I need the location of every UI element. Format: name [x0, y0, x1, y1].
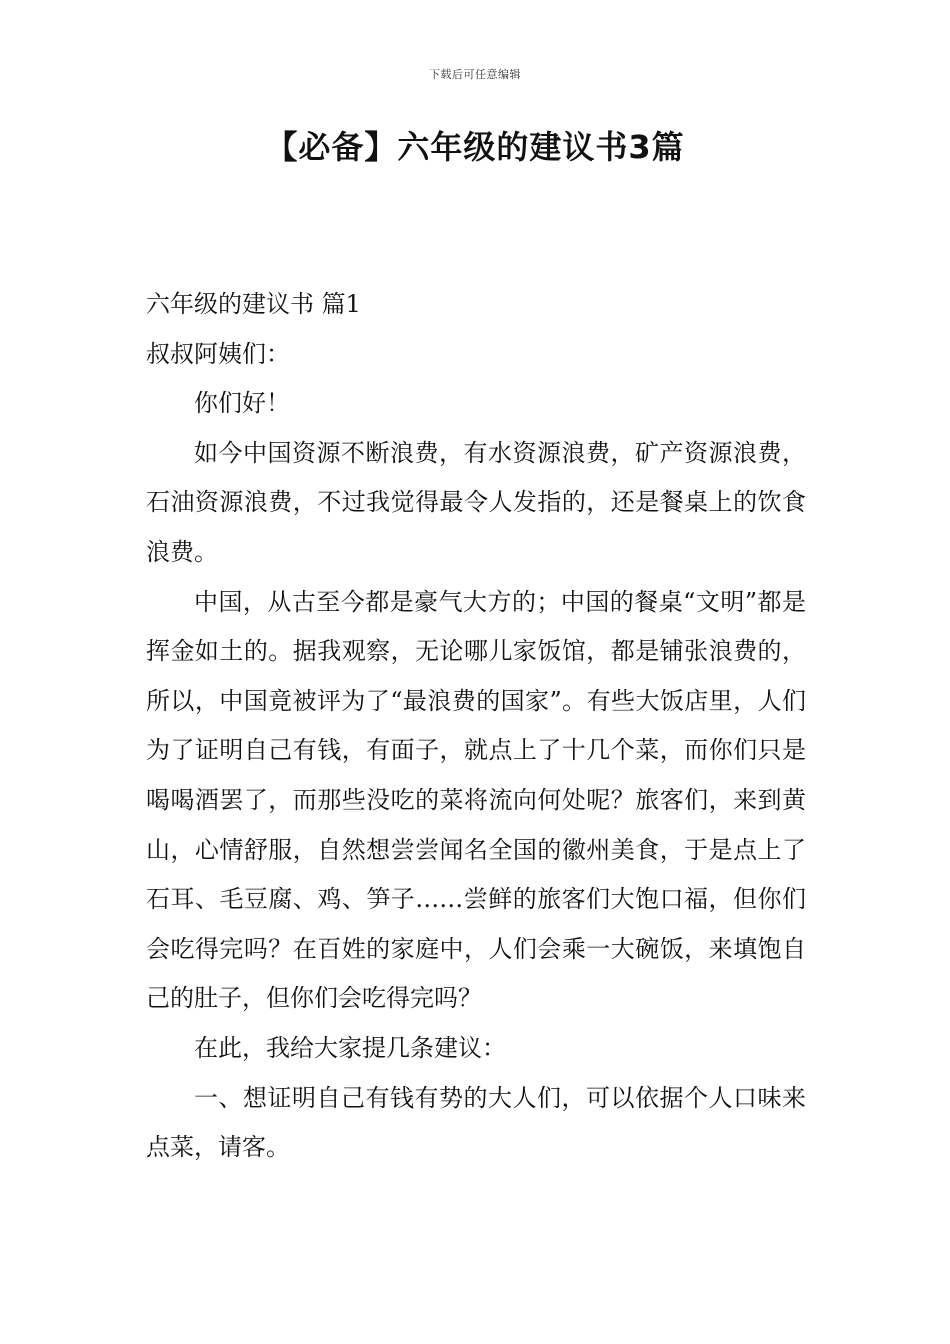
document-body — [146, 280, 806, 1173]
paragraph-waste-intro: 如今中国资源不断浪费，有水资源浪费，矿产资源浪费，石油资源浪费，不过我觉得最令人发指的，还是餐桌上的饮食浪费。 — [146, 438, 806, 566]
paragraph-suggestion-one: 一、想证明自己有钱有势的大人们，可以依据个人口味来点菜，请客。 — [146, 1083, 806, 1162]
paragraph-greeting: 你们好！ — [194, 389, 290, 418]
salutation: 叔叔阿姨们： — [146, 339, 290, 368]
header-note: 下载后可任意编辑 — [429, 68, 521, 81]
paragraph-suggestion-intro: 在此，我给大家提几条建议： — [194, 1033, 506, 1062]
paragraph-waste-detail: 中国，从古至今都是豪气大方的；中国的餐桌“文明”都是挥金如土的。据我观察，无论哪儿家饭馆，都是铺张浪费的，所以，中国竟被评为了“最浪费的国家”。有些大饭店里，人们为了证明自己有钱，有面子，就点上了十几个菜，而你们只是喝喝酒罢了，而那些没吃的菜将流向何处呢？旅客们，来到黄山，心情舒服，自然想尝尝闻名全国的徽州美食，于是点上了石耳、毛豆腐、鸡、笋子……尝鲜的旅客们大饱口福，但你们会吃得完吗？在百姓的家庭中，人们会乘一大碗饭，来填饱自己的肚子，但你们会吃得完吗？ — [146, 587, 806, 1013]
document-title: 【必备】六年级的建议书3篇 — [265, 128, 685, 166]
section-heading: 六年级的建议书 篇1 — [146, 290, 361, 318]
